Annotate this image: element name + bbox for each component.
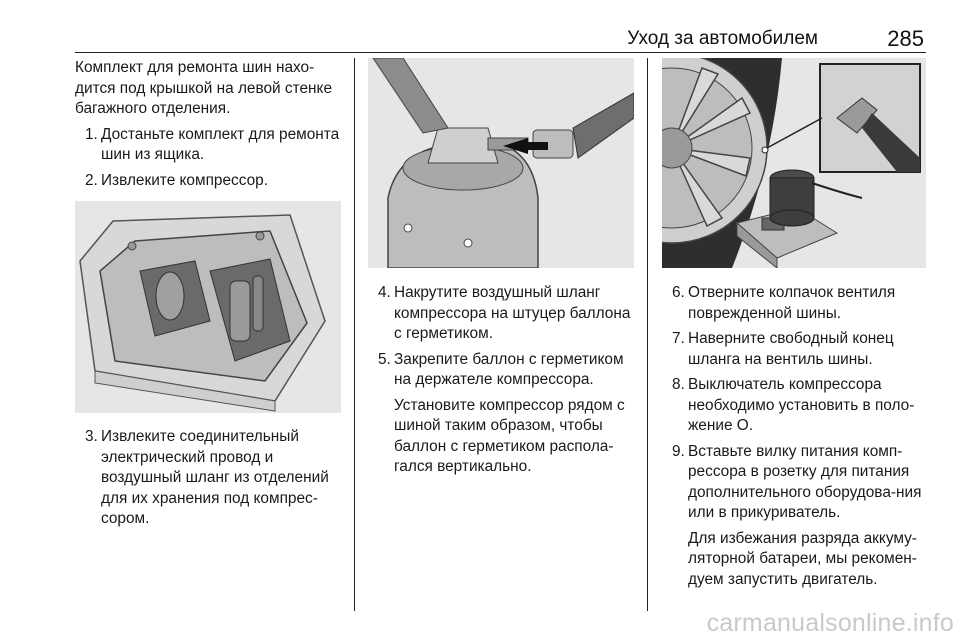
figure-hose-connection [368, 58, 634, 268]
step-7 [662, 329, 930, 370]
step-6 [662, 283, 930, 324]
watermark: carmanualsonline.info [706, 609, 954, 637]
step-number: 9. [672, 442, 685, 460]
step-text: Извлеките компрессор. [101, 171, 268, 189]
step-number: 4. [378, 284, 391, 301]
step-text: Наверните свободный конец шланга на вентиль шины. [688, 330, 894, 368]
step-text: Извлеките соединительный электрический провод и воздушный шланг из отделений для их хранения под компрес-сором. [101, 428, 329, 527]
step-5-note: Установите компрессор рядом с шиной таким образом, чтобы баллон с герметиком распола-гался вертикально. [394, 396, 625, 475]
step-number: 6. [672, 284, 685, 301]
step-number: 1. [85, 125, 98, 143]
step-text: Накрутите воздушный шланг компрессора на штуцер баллона с герметиком. [394, 284, 631, 342]
page-header [75, 14, 926, 53]
step-text: Достаньте комплект для ремонта шин из ящика. [101, 125, 340, 163]
column-divider [647, 58, 648, 611]
column-1 [75, 58, 343, 530]
intro-paragraph: Комплект для ремонта шин нахо-дится под крышкой на левой стенке багажного отделения. [75, 59, 333, 117]
step-number: 2. [85, 171, 98, 189]
step-text: Закрепите баллон с герметиком на держателе компрессора. [394, 350, 624, 388]
step-8 [662, 375, 930, 437]
page-number: 285 [887, 26, 924, 51]
step-number: 3. [85, 428, 98, 445]
step-text: Выключатель компрессора необходимо установить в поло-жение О. [688, 376, 915, 434]
section-title: Уход за автомобилем [627, 28, 818, 49]
column-3 [662, 58, 930, 590]
step-text: Отверните колпачок вентиля поврежденной шины. [688, 284, 896, 322]
step-2 [75, 171, 343, 192]
step-5 [368, 350, 636, 391]
step-text: Вставьте вилку питания комп-рессора в розетку для питания дополнительного оборудова-ния или в прикуриватель. [688, 442, 922, 521]
step-number: 5. [378, 350, 391, 368]
step-3 [75, 427, 343, 530]
column-2 [368, 58, 636, 478]
figure-compressor-box [75, 201, 341, 413]
step-4 [368, 283, 636, 345]
step-number: 8. [672, 376, 685, 393]
step-number: 7. [672, 330, 685, 347]
step-1 [75, 125, 343, 166]
step-9 [662, 442, 930, 524]
figure-tire-valve [662, 58, 926, 268]
step-9-note: Для избежания разряда аккуму-ляторной батареи, мы рекомен-дуем запустить двигатель. [688, 529, 917, 588]
column-divider [354, 58, 355, 611]
